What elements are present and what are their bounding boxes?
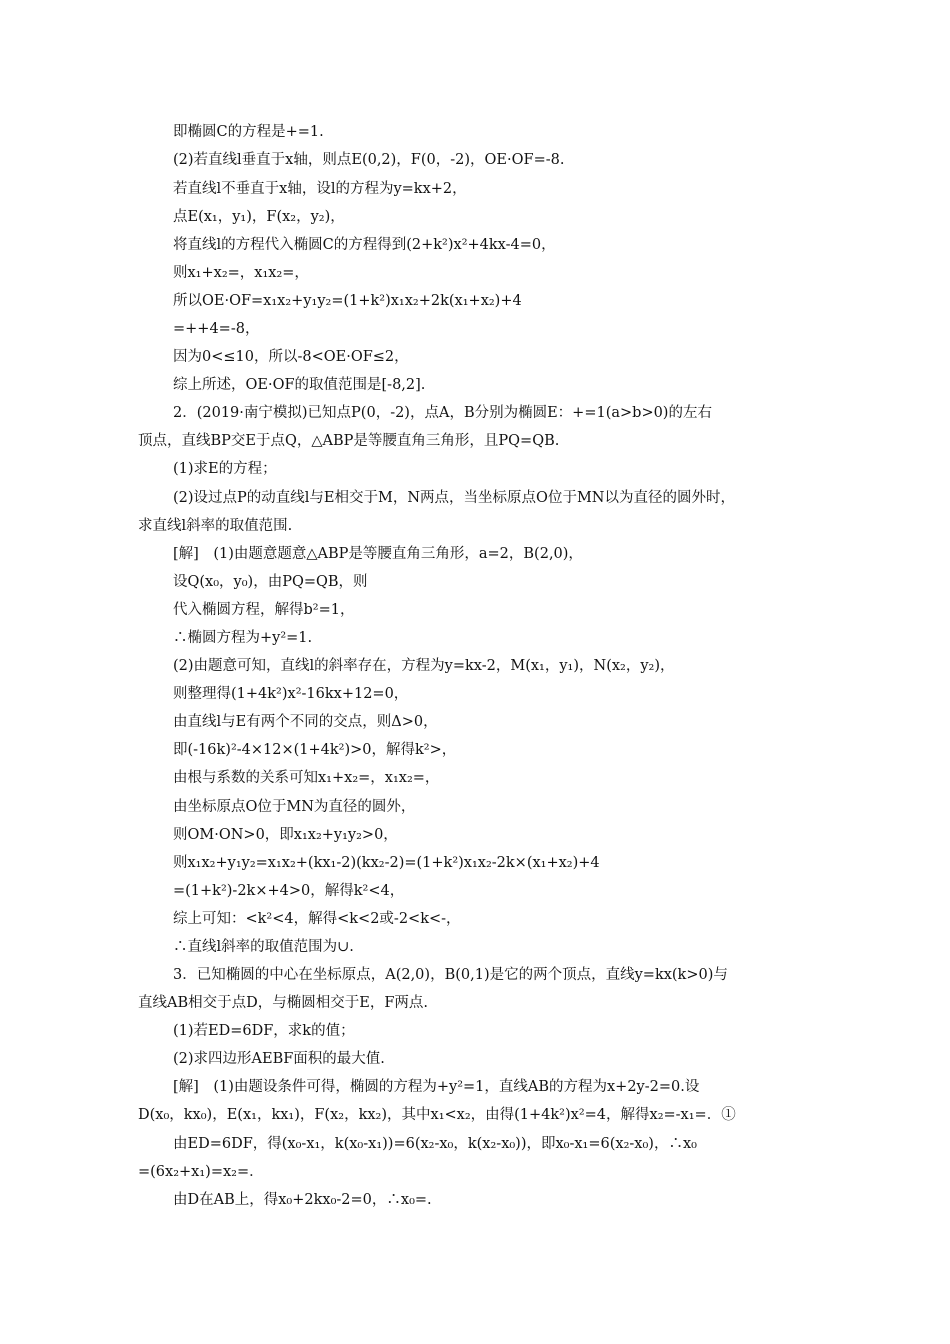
- text-line: 即(-16k)²-4×12×(1+4k²)>0，解得k²>，: [173, 742, 457, 758]
- text-line: 所以OE·OF=x₁x₂+y₁y₂=(1+k²)x₁x₂+2k(x₁+x₂)+4: [173, 293, 522, 309]
- solution-line: [解] (1)由题意题意△ABP是等腰直角三角形，a=2，B(2,0)，: [173, 546, 583, 562]
- text-line: 由直线l与E有两个不同的交点，则Δ>0，: [173, 714, 438, 730]
- text-line: (1)若ED=6DF，求k的值；: [173, 1023, 355, 1039]
- text-line: 则整理得(1+4k²)x²-16kx+12=0，: [173, 686, 409, 702]
- text-line: 直线AB相交于点D，与椭圆相交于E，F两点.: [138, 995, 429, 1011]
- problem-3-line: 3．已知椭圆的中心在坐标原点，A(2,0)，B(0,1)是它的两个顶点，直线y=kx(k>0)与: [173, 967, 728, 983]
- problem-2-line: 2．(2019·南宁模拟)已知点P(0，-2)，点A，B分别为椭圆E：+=1(a>b>0)的左右: [173, 405, 712, 421]
- text-line: 若直线l不垂直于x轴，设l的方程为y=kx+2，: [173, 181, 467, 197]
- text-line: (2)求四边形AEBF面积的最大值.: [173, 1051, 385, 1067]
- text-line: (2)若直线l垂直于x轴，则点E(0,2)，F(0，-2)，OE·OF=-8.: [173, 152, 565, 168]
- text-line: 则OM·ON>0，即x₁x₂+y₁y₂>0，: [173, 827, 398, 843]
- text-line: D(x₀，kx₀)，E(x₁，kx₁)，F(x₂，kx₂)，其中x₁<x₂，由得(1+4k²)x²=4，解得x₂=-x₁=．①: [138, 1107, 736, 1123]
- text-line: 点E(x₁，y₁)，F(x₂，y₂)，: [173, 209, 345, 225]
- text-line: 代入椭圆方程，解得b²=1，: [173, 602, 355, 618]
- text-line: (2)设过点P的动直线l与E相交于M，N两点，当坐标原点O位于MN以为直径的圆外时，: [173, 490, 735, 506]
- text-line: ∴直线l斜率的取值范围为∪.: [173, 939, 354, 955]
- text-line: 由根与系数的关系可知x₁+x₂=，x₁x₂=，: [173, 770, 440, 786]
- text-line: 由坐标原点O位于MN为直径的圆外，: [173, 799, 416, 815]
- text-line: (1)求E的方程；: [173, 461, 277, 477]
- text-line: 将直线l的方程代入椭圆C的方程得到(2+k²)x²+4kx-4=0，: [173, 237, 556, 253]
- text-line: 顶点，直线BP交E于点Q，△ABP是等腰直角三角形，且PQ=QB.: [138, 433, 560, 449]
- text-line: 即椭圆C的方程是+=1.: [173, 124, 324, 140]
- text-line: =++4=-8，: [173, 321, 260, 337]
- text-line: (2)由题意可知，直线l的斜率存在，方程为y=kx-2，M(x₁，y₁)，N(x₂，y₂)，: [173, 658, 675, 674]
- text-line: 因为0<≤10，所以-8<OE·OF≤2，: [173, 349, 409, 365]
- text-line: 求直线l斜率的取值范围.: [138, 518, 293, 534]
- text-line: 设Q(x₀，y₀)，由PQ=QB，则: [173, 574, 368, 590]
- text-line: 由ED=6DF，得(x₀-x₁，k(x₀-x₁))=6(x₂-x₀，k(x₂-x₀))，即x₀-x₁=6(x₂-x₀)，∴x₀: [173, 1136, 697, 1152]
- text-line: 由D在AB上，得x₀+2kx₀-2=0，∴x₀=.: [173, 1192, 432, 1208]
- solution-line: [解] (1)由题设条件可得，椭圆的方程为+y²=1，直线AB的方程为x+2y-2=0.设: [173, 1079, 700, 1095]
- text-line: 综上所述，OE·OF的取值范围是[-8,2].: [173, 377, 426, 393]
- text-line: 则x₁x₂+y₁y₂=x₁x₂+(kx₁-2)(kx₂-2)=(1+k²)x₁x₂-2k×(x₁+x₂)+4: [173, 855, 600, 871]
- text-line: =(6x₂+x₁)=x₂=．: [138, 1164, 264, 1180]
- text-line: 综上可知：<k²<4，解得<k<2或-2<k<-，: [173, 911, 461, 927]
- text-line: =(1+k²)-2k×+4>0，解得k²<4，: [173, 883, 405, 899]
- text-line: 则x₁+x₂=，x₁x₂=，: [173, 265, 309, 281]
- text-line: ∴椭圆方程为+y²=1.: [173, 630, 313, 646]
